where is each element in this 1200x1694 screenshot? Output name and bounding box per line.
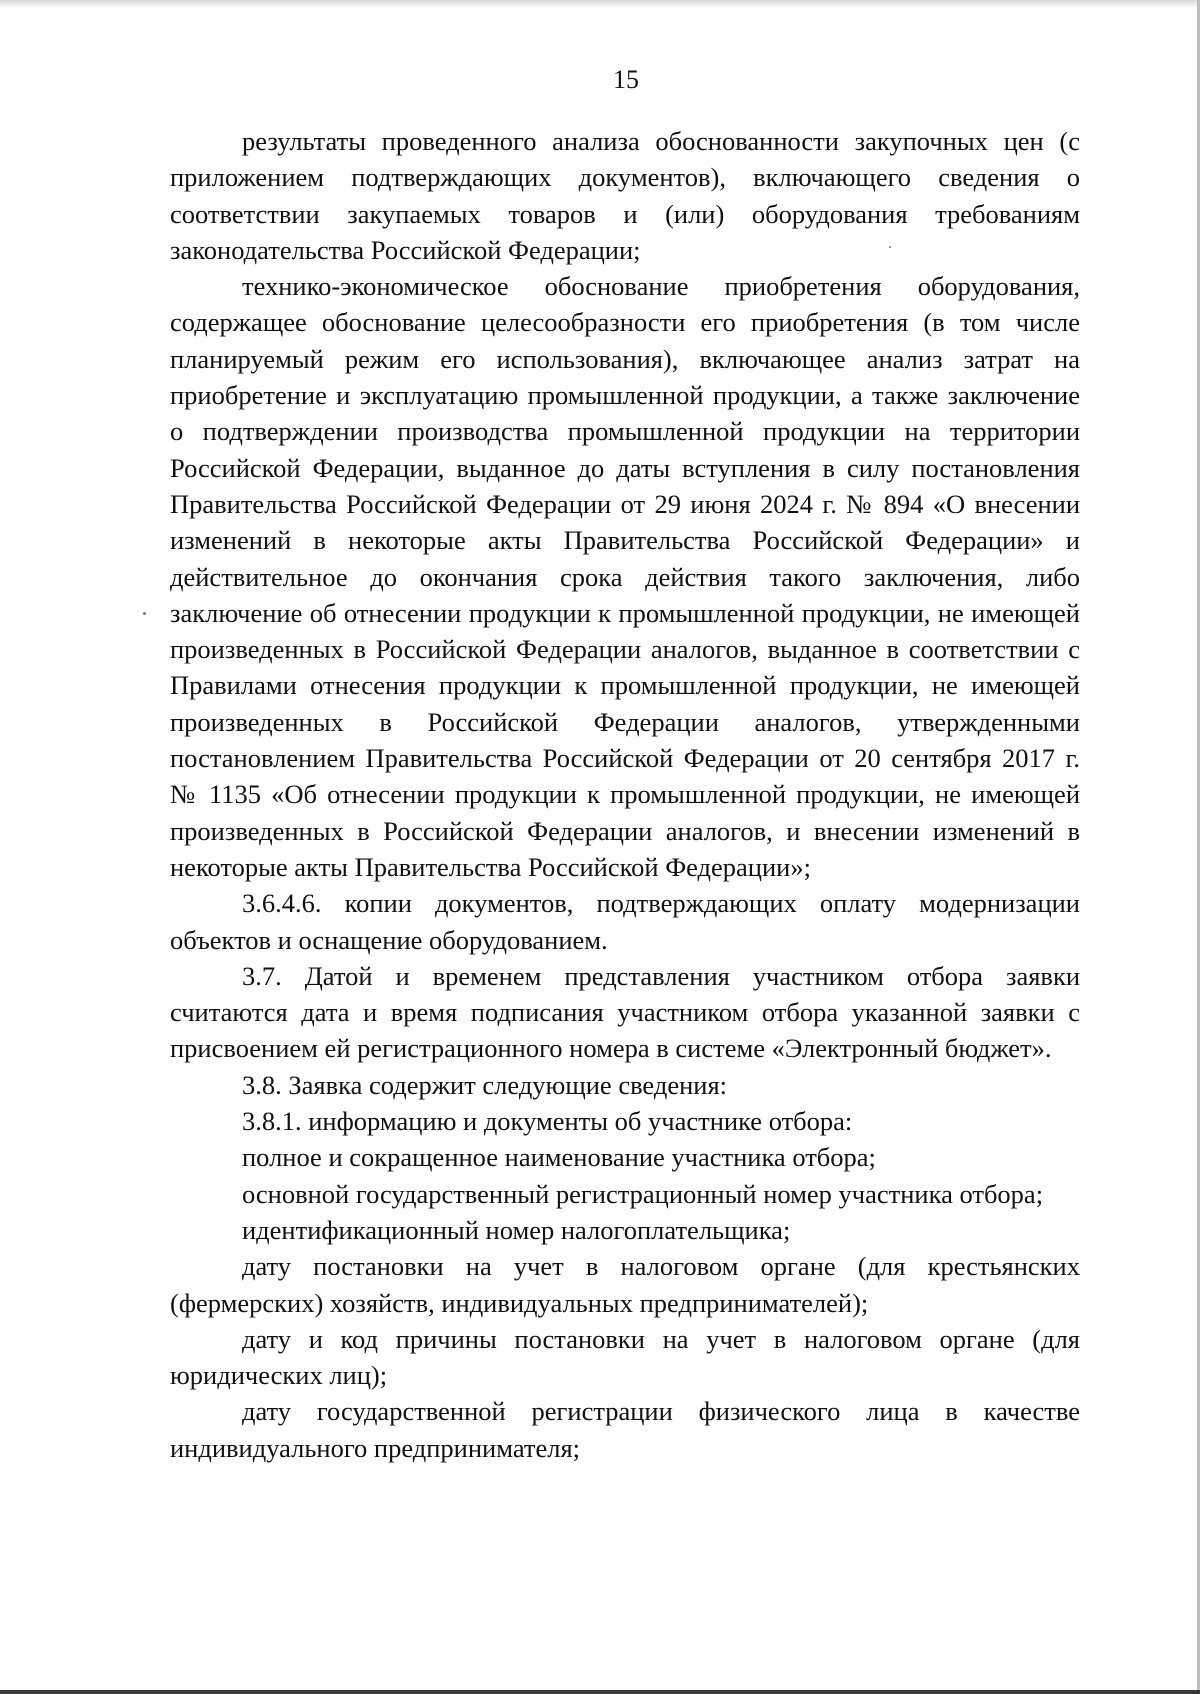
paragraph-feasibility-study: технико-экономическое обоснование приобретения оборудования, содержащее обоснование целесообразности его приобретения (в том числе планируемый режим его использования), включающее анализ затрат на приобретение и эксплуатацию промышленной продукции, а также заключение о подтверждении производства промышленной продукции на территории Российской Федерации, выданное до даты вступления в силу постановления Правительства Российской Федерации от 29 июня 2024 г. № 894 «О внесении изменений в некоторые акты Правительства Российской Федерации» и действительное до окончания срока действия такого заключения, либо заключение об отнесении продукции к промышленной продукции, не имеющей произведенных в Российской Федерации аналогов, выданное в соответствии с Правилами отнесения продукции к промышленной продукции, не имеющей произведенных в Российской Федерации аналогов, утвержденными постановлением Правительства Российской Федерации от 20 сентября 2017 г. № 1135 «Об отнесении продукции к промышленной продукции, не имеющей произведенных в Российской Федерации аналогов, и внесении изменений в некоторые акты Правительства Российской Федерации»; bbox=[170, 271, 1080, 882]
scan-speck bbox=[143, 612, 146, 615]
paragraph-3-6-4-6: 3.6.4.6. копии документов, подтверждающих оплату модернизации объектов и оснащение оборудованием. bbox=[170, 888, 1080, 955]
list-item-ip-registration-date: дату государственной регистрации физического лица в качестве индивидуального предпринимателя; bbox=[170, 1396, 1080, 1463]
list-item-kpp: дату и код причины постановки на учет в налоговом органе (для юридических лиц); bbox=[170, 1323, 1080, 1391]
scan-speck bbox=[889, 246, 891, 248]
page-number: 15 bbox=[613, 65, 639, 94]
document-body bbox=[170, 123, 1080, 1466]
list-item-tax-registration-date: дату постановки на учет в налоговом органе (для крестьянских (фермерских) хозяйств, индивидуальных предпринимателей); bbox=[170, 1251, 1080, 1318]
scan-top-edge bbox=[0, 0, 1200, 8]
list-item-inn: идентификационный номер налогоплательщика; bbox=[242, 1214, 791, 1245]
list-item-ogrn: основной государственный регистрационный номер участника отбора; bbox=[242, 1178, 1044, 1209]
scan-bottom-edge bbox=[0, 1690, 1200, 1694]
paragraph-3-8-1: 3.8.1. информацию и документы об участнике отбора: bbox=[242, 1106, 853, 1137]
paragraph-3-8: 3.8. Заявка содержит следующие сведения: bbox=[242, 1069, 728, 1100]
paragraph-3-7: 3.7. Датой и временем представления участником отбора заявки считаются дата и время подписания участником отбора указанной заявки с присвоением ей регистрационного номера в системе «Электронный бюджет». bbox=[170, 960, 1080, 1064]
paragraph-price-analysis: результаты проведенного анализа обоснованности закупочных цен (с приложением подтверждающих документов), включающего сведения о соответствии закупаемых товаров и (или) оборудования требованиям законодательства Российской Федерации; bbox=[170, 126, 1080, 265]
list-item-full-name: полное и сокращенное наименование участника отбора; bbox=[242, 1142, 876, 1173]
